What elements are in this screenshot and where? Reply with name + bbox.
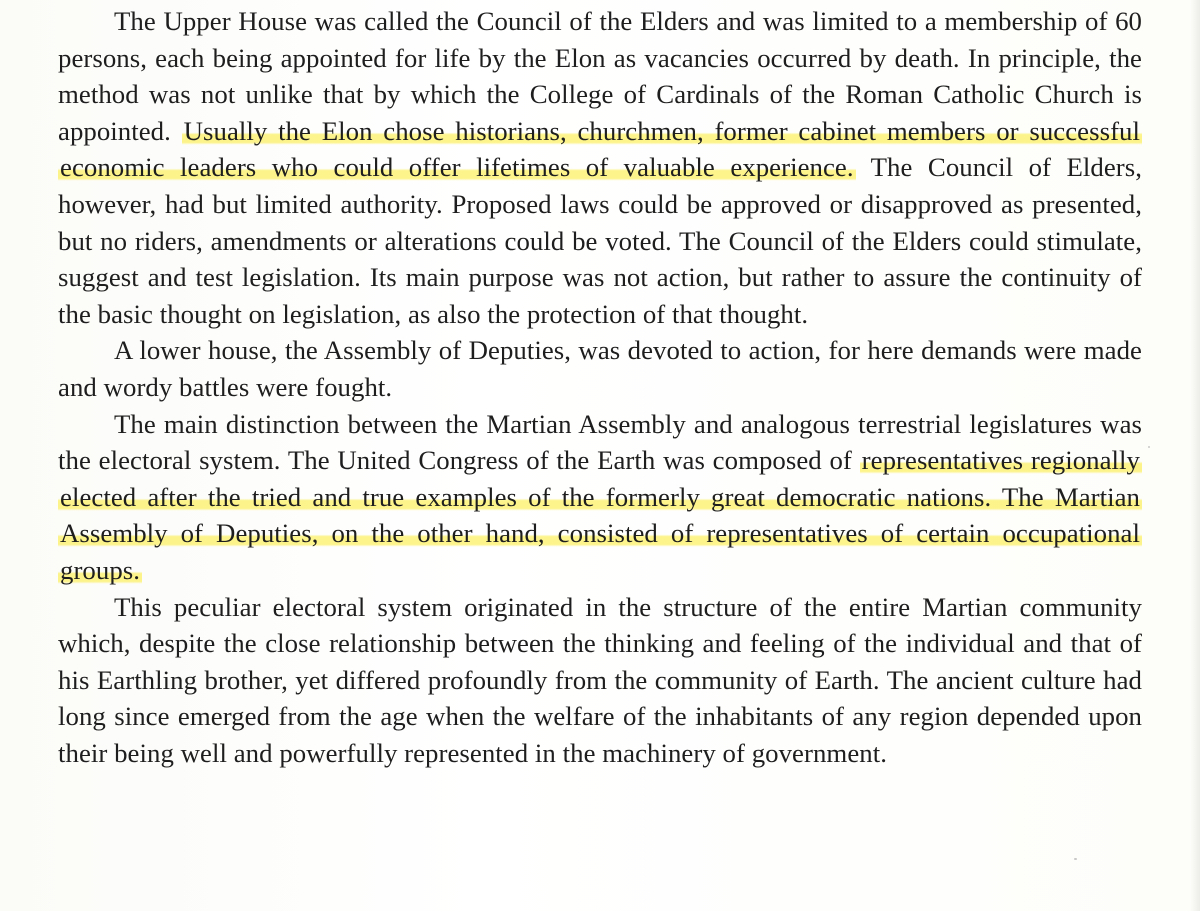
paragraph-upper-house [58, 3, 1142, 332]
text-segment: A lower house, the Assembly of Deputies, was devoted to action, for here demands were made and wordy battles were fought. [58, 335, 1142, 402]
paragraph-lower-house [58, 332, 1142, 405]
paragraph-electoral-origin [58, 589, 1142, 772]
page-edge-shadow [1190, 0, 1200, 911]
text-segment: This peculiar electoral system originated in the structure of the entire Martian community which, despite the close relationship between the thinking and feeling of the individual and that of his Earthling brother, yet differed profoundly from the community of Earth. The ancient culture had long since emerged from the age when the welfare of the inhabitants of any region depended upon their being well and powerfully represented in the machinery of government. [58, 591, 1142, 768]
paragraph-electoral-distinction [58, 406, 1142, 589]
text-segment: The main distinction between the Martian Assembly and analogous terrestrial legislatures was the electoral system. The United Congress of the Earth was composed of [58, 408, 1142, 476]
book-text [58, 3, 1142, 771]
text-segment: The Council of Elders, however, had but limited authority. Proposed laws could be approved or disapproved as presented, but no riders, amendments or alterations could be voted. The Council of the Elders could stimulate, suggest and test legislation. Its main purpose was not action, but rather to assure the continuity of the basic thought on legislation, as also the protection of that thought. [58, 152, 1142, 329]
text-segment: The Upper House was called the Council of the Elders and was limited to a membership of 60 persons, each being appointed for life by the Elon as vacancies occurred by death. In principle, the method was not unlike that by which the College of Cardinals of the Roman Catholic Church is appointed. [58, 6, 1142, 146]
highlighted-passage: Usually the Elon chose historians, churchmen, former cabinet members or successful economic leaders who could offer lifetimes of valuable experience. [60, 115, 1140, 183]
paper-speck [1148, 446, 1150, 448]
highlighted-passage: representatives regionally elected after the tried and true examples of the formerly great democratic nations. The Martian Assembly of Deputies, on the other hand, consisted of representatives of certain occupational groups. [60, 445, 1140, 585]
paper-speck [1074, 858, 1077, 860]
